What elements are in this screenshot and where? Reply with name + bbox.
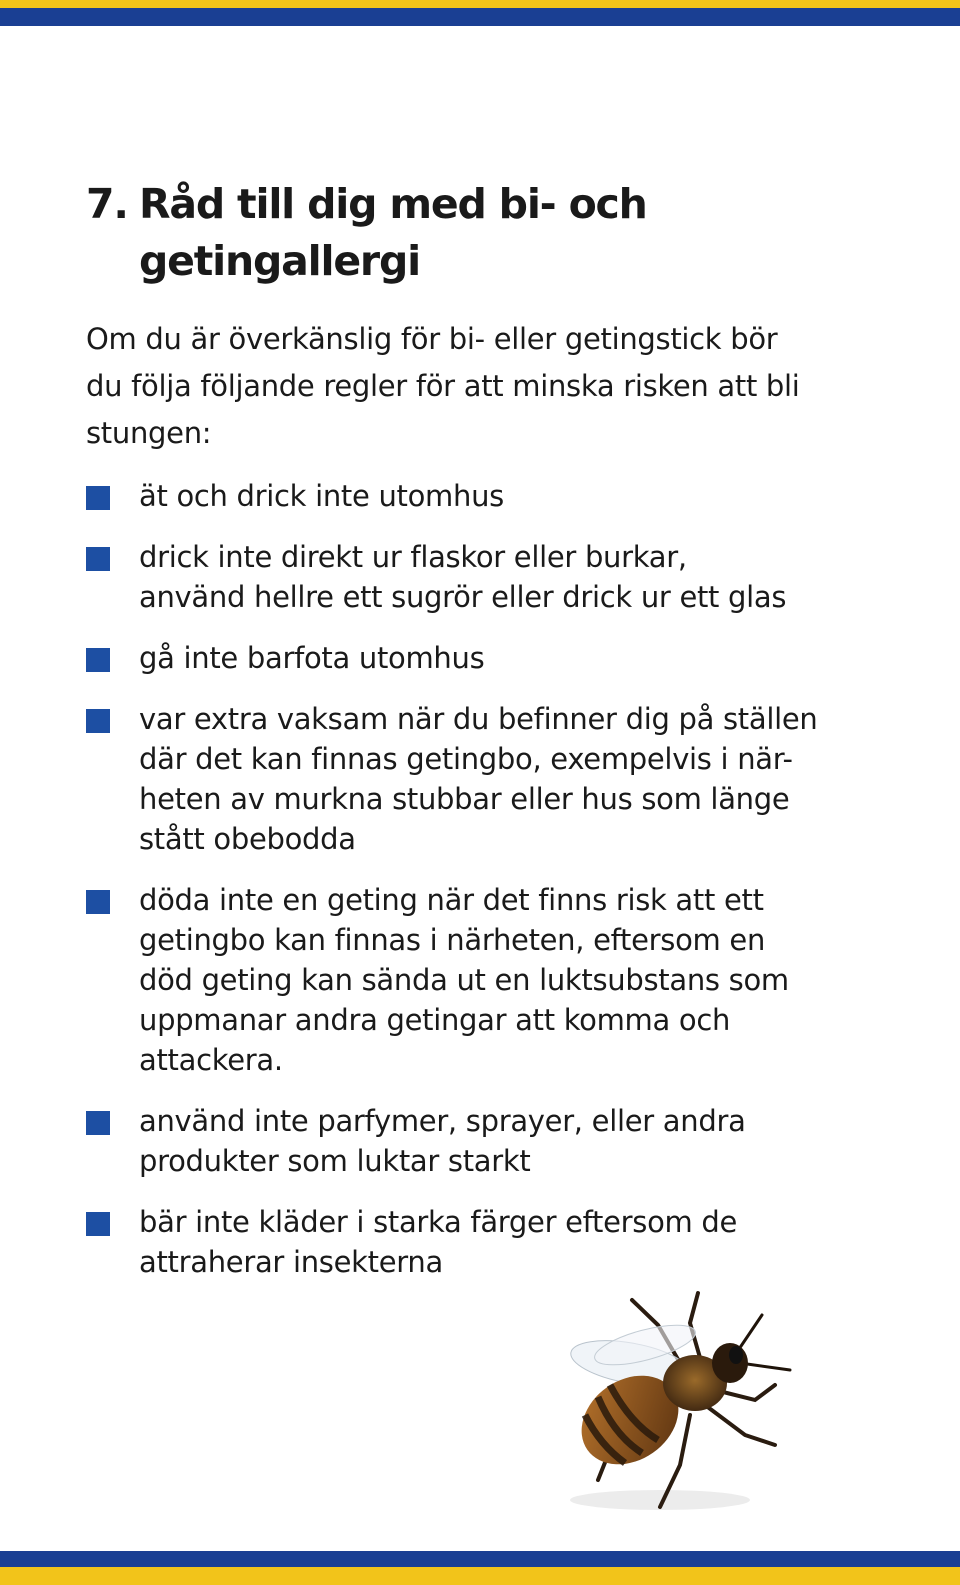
intro-paragraph	[86, 316, 886, 457]
rules-list	[86, 476, 886, 1303]
square-bullet-icon	[86, 1111, 110, 1135]
rule-item: använd inte parfymer, sprayer, eller andra produkter som luktar starkt	[86, 1101, 886, 1181]
bee-icon	[540, 1285, 810, 1520]
page-title	[86, 176, 906, 290]
square-bullet-icon	[86, 486, 110, 510]
intro-line-3: stungen:	[86, 416, 212, 450]
square-bullet-icon	[86, 890, 110, 914]
section-title	[139, 176, 906, 290]
rule-item: bär inte kläder i starka färger eftersom de attraherar insekterna	[86, 1202, 886, 1282]
title-line-1: Råd till dig med bi- och	[139, 180, 647, 228]
top-stripe-blue	[0, 8, 960, 26]
square-bullet-icon	[86, 547, 110, 571]
rule-item: ät och drick inte utomhus	[86, 476, 886, 516]
rule-item: drick inte direkt ur flaskor eller burkar, använd hellre ett sugrör eller drick ur ett glas	[86, 537, 886, 617]
rule-item: gå inte barfota utomhus	[86, 638, 886, 678]
rule-item: var extra vaksam när du befinner dig på ställen där det kan finnas getingbo, exempelvis i när- heten av murkna stubbar eller hus som länge stått obebodda	[86, 699, 886, 859]
bottom-stripe-blue	[0, 1551, 960, 1567]
intro-line-2: du följa följande regler för att minska risken att bli	[86, 369, 800, 403]
section-number: 7.	[86, 180, 128, 228]
rule-item: döda inte en geting när det finns risk att ett getingbo kan finnas i närheten, eftersom en död geting kan sända ut en luktsubstans som uppmanar andra getingar att komma och attackera.	[86, 880, 886, 1080]
bottom-stripe-yellow	[0, 1567, 960, 1585]
top-stripe-yellow	[0, 0, 960, 8]
square-bullet-icon	[86, 648, 110, 672]
title-line-2: getingallergi	[139, 237, 420, 285]
intro-line-1: Om du är överkänslig för bi- eller getingstick bör	[86, 322, 778, 356]
square-bullet-icon	[86, 709, 110, 733]
square-bullet-icon	[86, 1212, 110, 1236]
